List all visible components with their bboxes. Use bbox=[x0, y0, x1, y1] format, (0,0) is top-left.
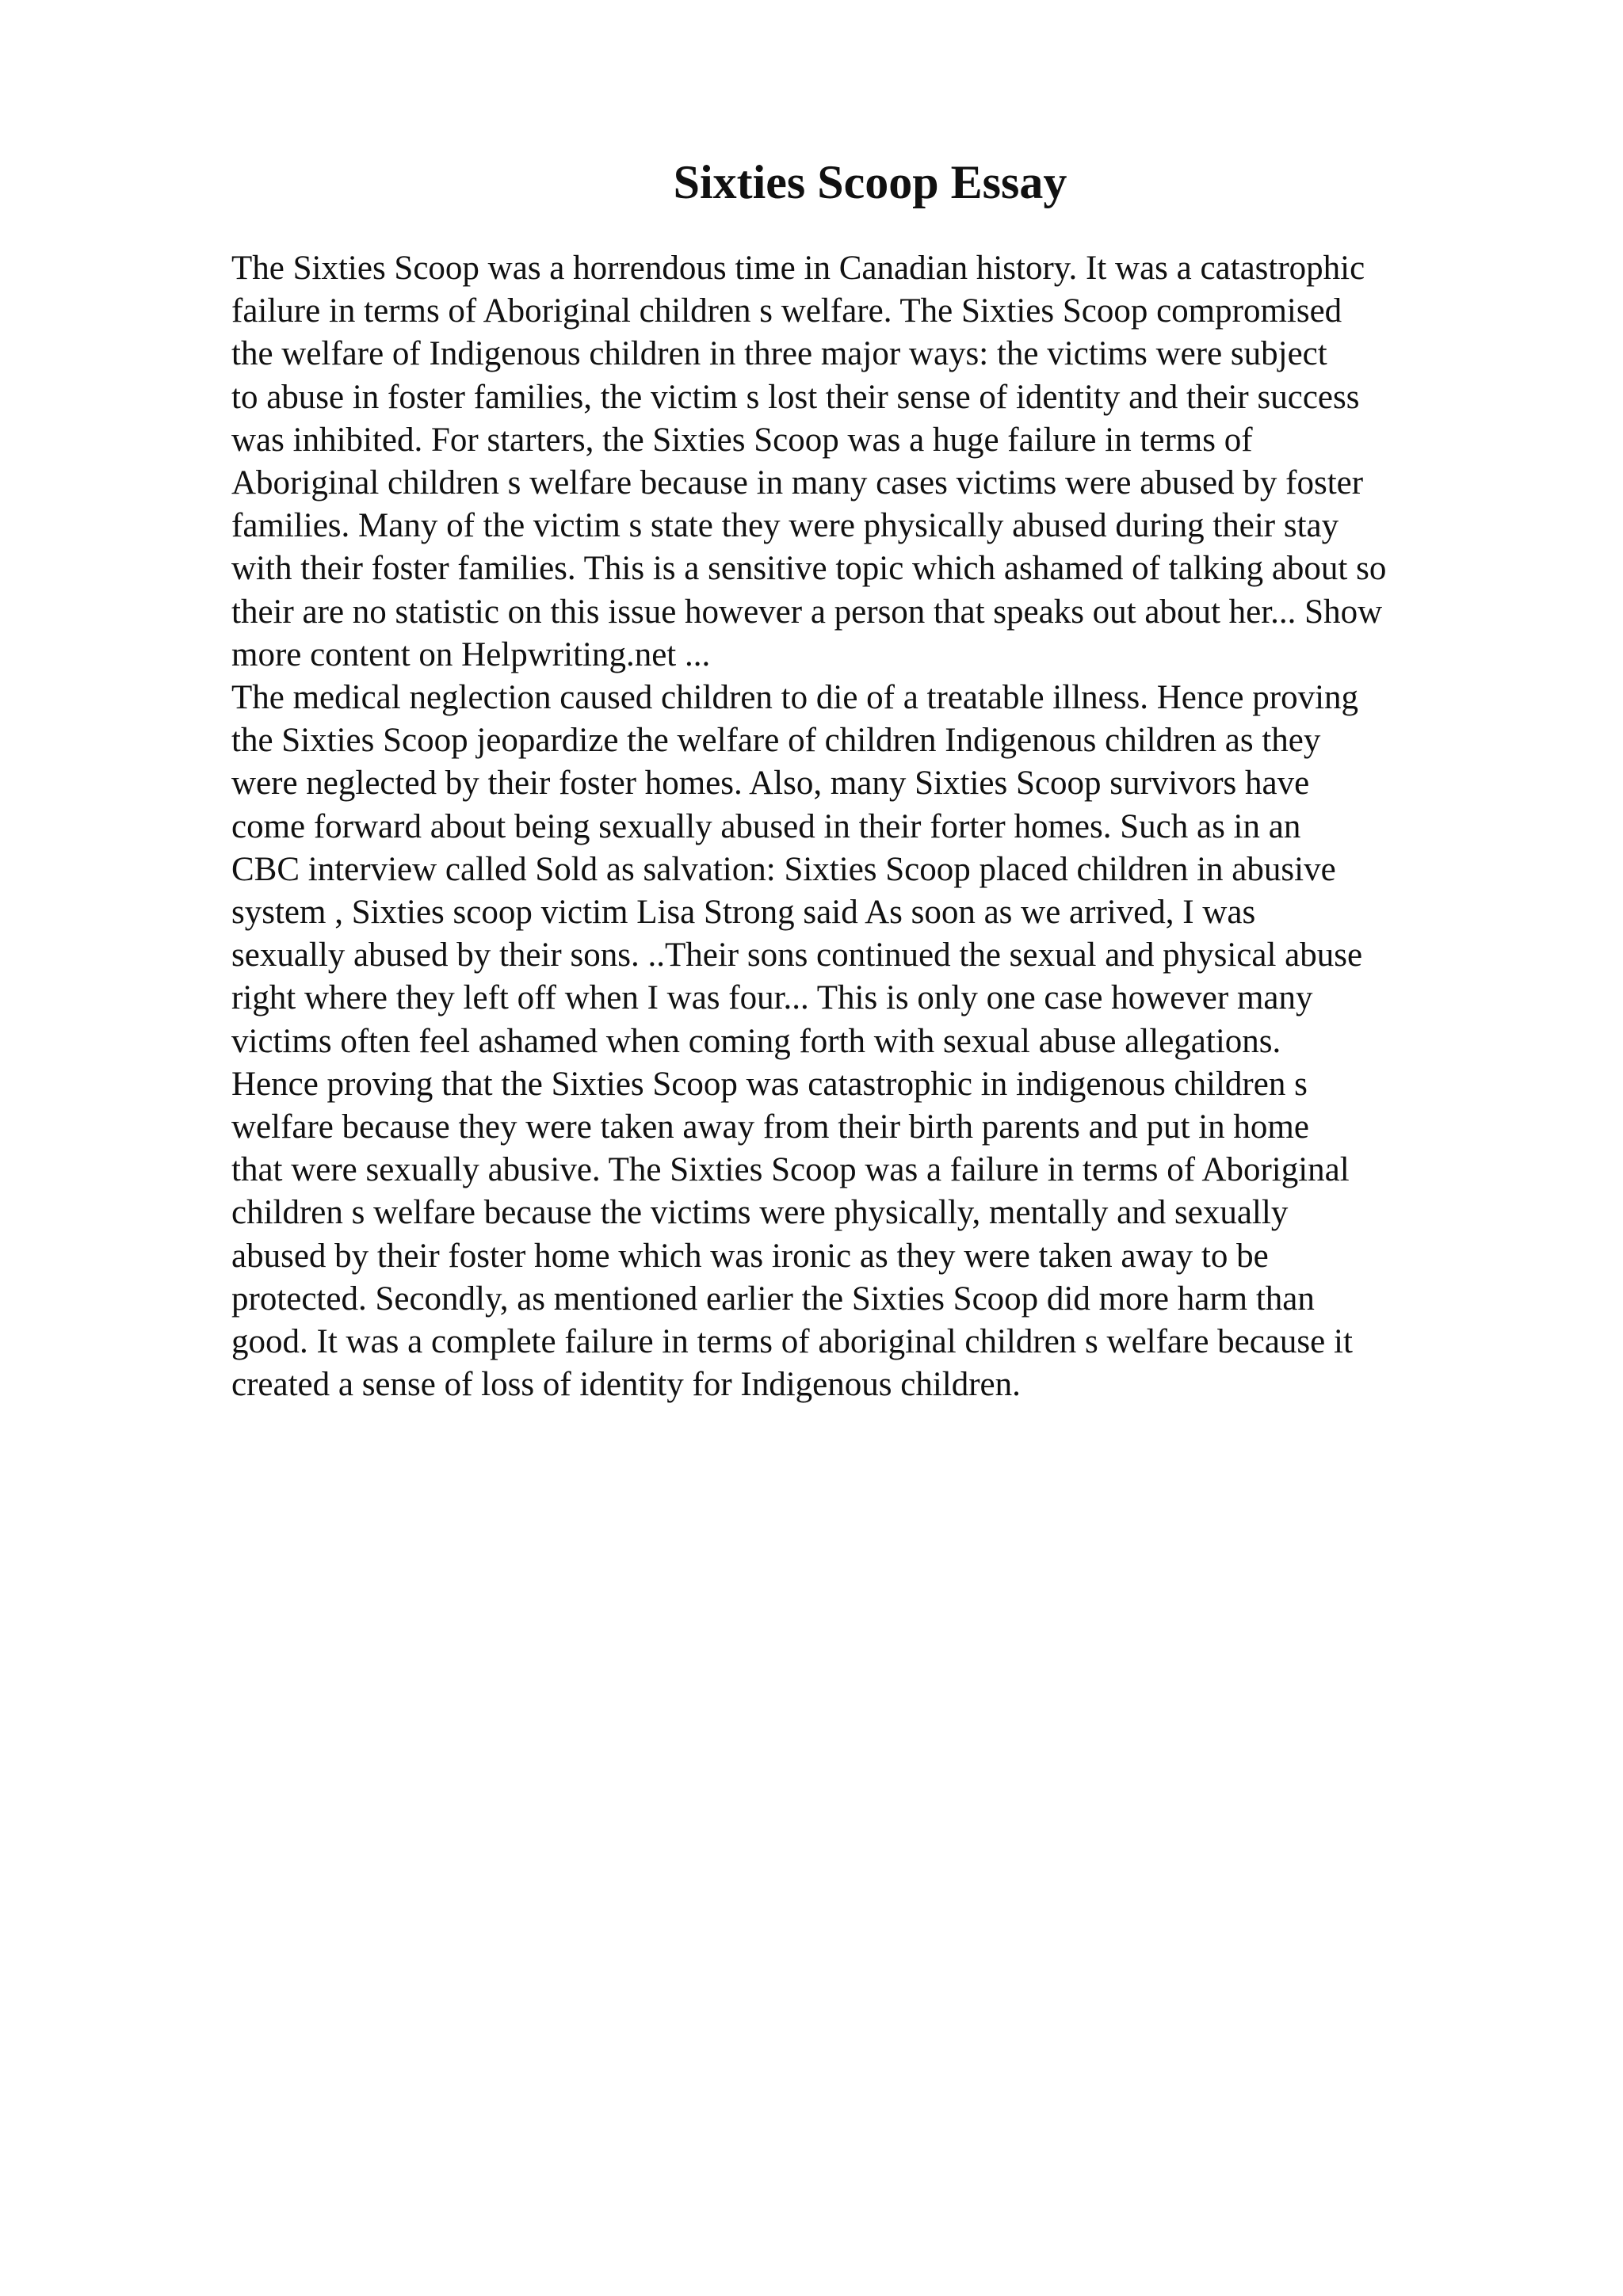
essay-line: protected. Secondly, as mentioned earlier the Sixties Scoop did more harm than bbox=[231, 1280, 1315, 1318]
essay-line: with their foster families. This is a sensitive topic which ashamed of talking about so bbox=[231, 550, 1387, 588]
essay-line: children s welfare because the victims were physically, mentally and sexually bbox=[231, 1194, 1289, 1232]
essay-line: come forward about being sexually abused in their forter homes. Such as in an bbox=[231, 807, 1301, 845]
essay-line: Aboriginal children s welfare because in many cases victims were abused by foster bbox=[231, 464, 1364, 502]
essay-line: victims often feel ashamed when coming forth with sexual abuse allegations. bbox=[231, 1022, 1281, 1060]
essay-line: to abuse in foster families, the victim s lost their sense of identity and their success bbox=[231, 378, 1360, 416]
essay-line: right where they left off when I was four... This is only one case however many bbox=[231, 979, 1313, 1017]
essay-line: CBC interview called Sold as salvation: Sixties Scoop placed children in abusive bbox=[231, 850, 1336, 888]
essay-line: sexually abused by their sons. ..Their sons continued the sexual and physical abuse bbox=[231, 936, 1363, 974]
essay-line: welfare because they were taken away from their birth parents and put in home bbox=[231, 1108, 1309, 1146]
essay-line: their are no statistic on this issue however a person that speaks out about her... Show bbox=[231, 593, 1383, 631]
essay-line: abused by their foster home which was ironic as they were taken away to be bbox=[231, 1237, 1269, 1275]
document-title: Sixties Scoop Essay bbox=[673, 156, 1067, 208]
essay-line: families. Many of the victim s state they were physically abused during their stay bbox=[231, 507, 1339, 545]
essay-line: was inhibited. For starters, the Sixties Scoop was a huge failure in terms of bbox=[231, 421, 1253, 459]
essay-line: Hence proving that the Sixties Scoop was catastrophic in indigenous children s bbox=[231, 1065, 1308, 1103]
essay-line: the Sixties Scoop jeopardize the welfare of children Indigenous children as they bbox=[231, 722, 1321, 760]
essay-line: that were sexually abusive. The Sixties Scoop was a failure in terms of Aboriginal bbox=[231, 1151, 1350, 1189]
essay-line: more content on Helpwriting.net ... bbox=[231, 635, 711, 673]
essay-line: The medical neglection caused children to die of a treatable illness. Hence proving bbox=[231, 679, 1359, 717]
essay-line: the welfare of Indigenous children in three major ways: the victims were subject bbox=[231, 335, 1327, 373]
essay-line: system , Sixties scoop victim Lisa Strong said As soon as we arrived, I was bbox=[231, 894, 1256, 932]
essay-line: good. It was a complete failure in terms of aboriginal children s welfare because it bbox=[231, 1323, 1353, 1361]
essay-line: created a sense of loss of identity for Indigenous children. bbox=[231, 1366, 1021, 1404]
essay-line: The Sixties Scoop was a horrendous time in Canadian history. It was a catastrophic bbox=[231, 250, 1365, 287]
essay-line: failure in terms of Aboriginal children s welfare. The Sixties Scoop compromised bbox=[231, 292, 1342, 330]
essay-line: were neglected by their foster homes. Also, many Sixties Scoop survivors have bbox=[231, 765, 1310, 803]
essay-body bbox=[231, 247, 1499, 1406]
